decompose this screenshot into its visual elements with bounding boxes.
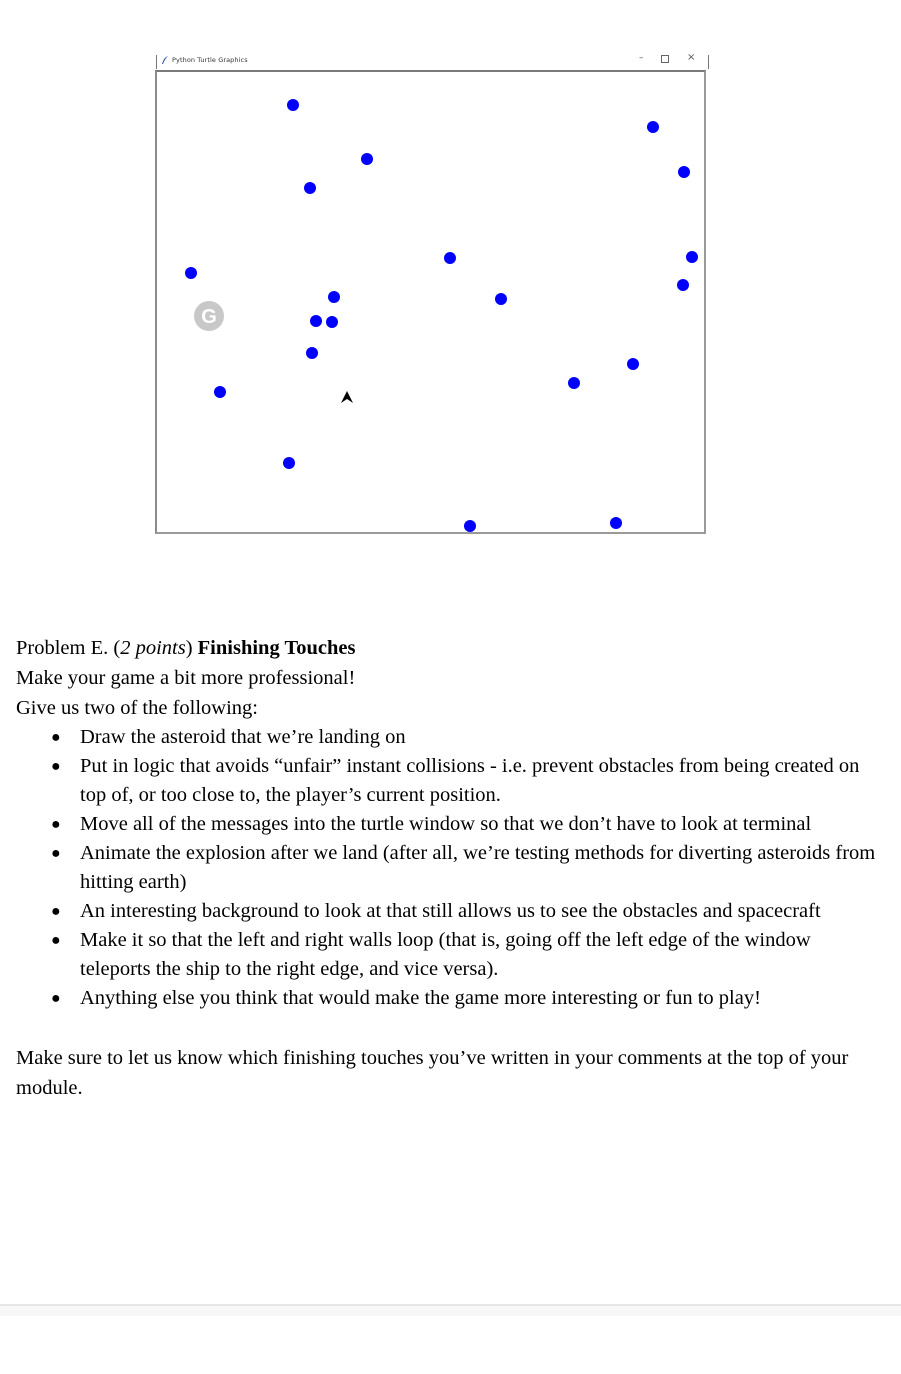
problem-e-section: [16, 633, 876, 1103]
list-item-text: Make it so that the left and right walls loop (that is, going off the left edge of the window teleports the ship to the right edge, and vice versa).: [80, 929, 811, 980]
obstacle: [185, 267, 197, 279]
obstacle: [677, 279, 689, 291]
obstacle: [214, 386, 226, 398]
bullet-icon: ●: [51, 845, 61, 862]
bullet-icon: ●: [51, 903, 61, 920]
problem-title: Finishing Touches: [197, 637, 356, 659]
obstacle: [306, 347, 318, 359]
closing-paragraph: Make sure to let us know which finishing touches you’ve written in your comments at the top of your module.: [16, 1047, 849, 1099]
feather-app-icon: [161, 56, 169, 65]
list-item-text: Put in logic that avoids “unfair” instant collisions - i.e. prevent obstacles from being created on top of, or too close to, the player’s current position.: [80, 755, 860, 806]
obstacle: [310, 315, 322, 327]
list-item-text: Move all of the messages into the turtle window so that we don’t have to look at terminal: [80, 813, 812, 835]
obstacle: [328, 291, 340, 303]
bullet-icon: ●: [51, 729, 61, 746]
obstacle: [686, 251, 698, 263]
close-icon[interactable]: ×: [687, 52, 696, 63]
window-titlebar: [154, 50, 709, 70]
obstacle: [464, 520, 476, 532]
list-item-text: Animate the explosion after we land (after all, we’re testing methods for diverting asteroids from hitting earth): [80, 842, 876, 893]
obstacle: [495, 293, 507, 305]
obstacle: [444, 252, 456, 264]
list-item: [16, 926, 876, 984]
problem-heading: [16, 633, 876, 663]
obstacle: [568, 377, 580, 389]
svg-text:G: G: [201, 306, 217, 328]
obstacle: [304, 182, 316, 194]
bullet-icon: ●: [51, 816, 61, 833]
titlebar-left-edge: [156, 55, 157, 69]
obstacle: [678, 166, 690, 178]
obstacle: [647, 121, 659, 133]
obstacle: [610, 517, 622, 529]
titlebar-right-edge: [708, 55, 709, 69]
finishing-touches-list: [16, 723, 876, 1013]
list-item-text: Draw the asteroid that we’re landing on: [80, 726, 406, 748]
intro-line-1: Make your game a bit more professional!: [16, 667, 356, 689]
grammarly-g-icon[interactable]: [194, 301, 224, 331]
page-divider-shadow: [0, 1306, 901, 1316]
list-item: [16, 839, 876, 897]
maximize-icon[interactable]: [661, 55, 669, 63]
problem-close-paren: ): [185, 637, 198, 659]
minimize-icon[interactable]: –: [639, 53, 644, 63]
list-item: [16, 897, 876, 926]
list-item: [16, 810, 876, 839]
problem-points: 2 points: [120, 637, 186, 659]
bullet-icon: ●: [51, 758, 61, 775]
turtle-canvas: [157, 72, 704, 532]
obstacle: [361, 153, 373, 165]
list-item: [16, 723, 876, 752]
obstacle: [283, 457, 295, 469]
obstacle: [326, 316, 338, 328]
list-item: [16, 984, 876, 1013]
window-title: Python Turtle Graphics: [172, 56, 248, 64]
obstacle: [287, 99, 299, 111]
bullet-icon: ●: [51, 932, 61, 949]
problem-label: Problem E. (: [16, 637, 121, 659]
turtle-window-screenshot: [154, 50, 709, 537]
list-item-text: Anything else you think that would make the game more interesting or fun to play!: [80, 987, 761, 1009]
obstacles: [185, 99, 698, 532]
bullet-icon: ●: [51, 990, 61, 1007]
intro-line-2: Give us two of the following:: [16, 697, 258, 719]
list-item: [16, 752, 876, 810]
obstacle: [627, 358, 639, 370]
player-ship: [341, 391, 353, 403]
list-item-text: An interesting background to look at that still allows us to see the obstacles and spacecraft: [80, 900, 821, 922]
turtle-canvas-frame: [155, 70, 706, 534]
